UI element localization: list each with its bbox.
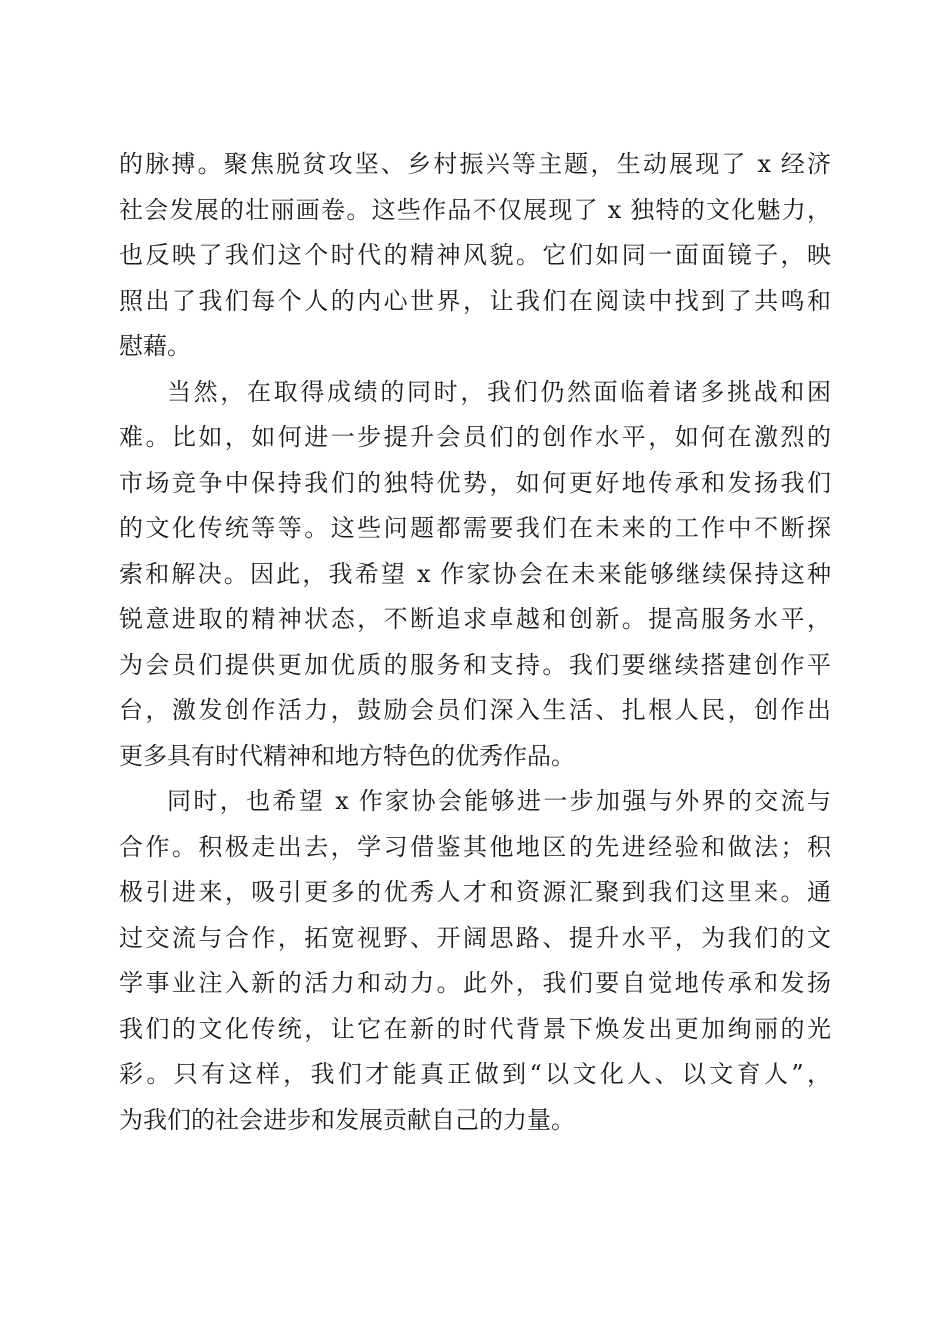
body-text: [119, 142, 831, 1143]
text-line: 过交流与合作，拓宽视野、开阔思路、提升水平，为我们的文: [119, 923, 831, 952]
text-line: 社会发展的壮丽画卷。这些作品不仅展现了 x 独特的文化魅力，: [119, 195, 831, 224]
text-line: 极引进来，吸引更多的优秀人才和资源汇聚到我们这里来。通: [119, 878, 831, 906]
text-line: 彩。只有这样，我们才能真正做到“以文化人、以文育人”，: [119, 1060, 831, 1088]
text-line: 慰藉。: [119, 332, 191, 360]
paragraph-2: [119, 370, 831, 780]
text-line: 学事业注入新的活力和动力。此外，我们要自觉地传承和发扬: [119, 969, 831, 997]
text-line: 我们的文化传统，让它在新的时代背景下焕发出更加绚丽的光: [119, 1014, 831, 1043]
text-line: 难。比如，如何进一步提升会员们的创作水平，如何在激烈的: [119, 423, 831, 451]
paragraph-1: [119, 142, 831, 370]
text-line: 市场竞争中保持我们的独特优势，如何更好地传承和发扬我们: [119, 468, 831, 497]
text-line: 同时，也希望 x 作家协会能够进一步加强与外界的交流与: [167, 787, 831, 815]
text-line: 也反映了我们这个时代的精神风貌。它们如同一面面镜子，映: [119, 241, 831, 269]
text-line: 照出了我们每个人的内心世界，让我们在阅读中找到了共鸣和: [119, 286, 831, 315]
text-line: 台，激发创作活力，鼓励会员们深入生活、扎根人民，创作出: [119, 696, 831, 724]
text-line: 索和解决。因此，我希望 x 作家协会在未来能够继续保持这种: [119, 559, 831, 588]
text-line: 当然，在取得成绩的同时，我们仍然面临着诸多挑战和困: [167, 377, 831, 406]
text-line: 锐意进取的精神状态，不断追求卓越和创新。提高服务水平，: [119, 605, 831, 633]
text-line: 的脉搏。聚焦脱贫攻坚、乡村振兴等主题，生动展现了 x 经济: [119, 150, 831, 178]
text-line: 为我们的社会进步和发展贡献自己的力量。: [119, 1105, 575, 1134]
text-line: 更多具有时代精神和地方特色的优秀作品。: [119, 741, 575, 770]
paragraph-3: [119, 779, 831, 1143]
text-line: 为会员们提供更加优质的服务和支持。我们要继续搭建创作平: [119, 650, 831, 679]
text-line: 的文化传统等等。这些问题都需要我们在未来的工作中不断探: [119, 514, 831, 542]
text-line: 合作。积极走出去，学习借鉴其他地区的先进经验和做法；积: [119, 832, 831, 861]
